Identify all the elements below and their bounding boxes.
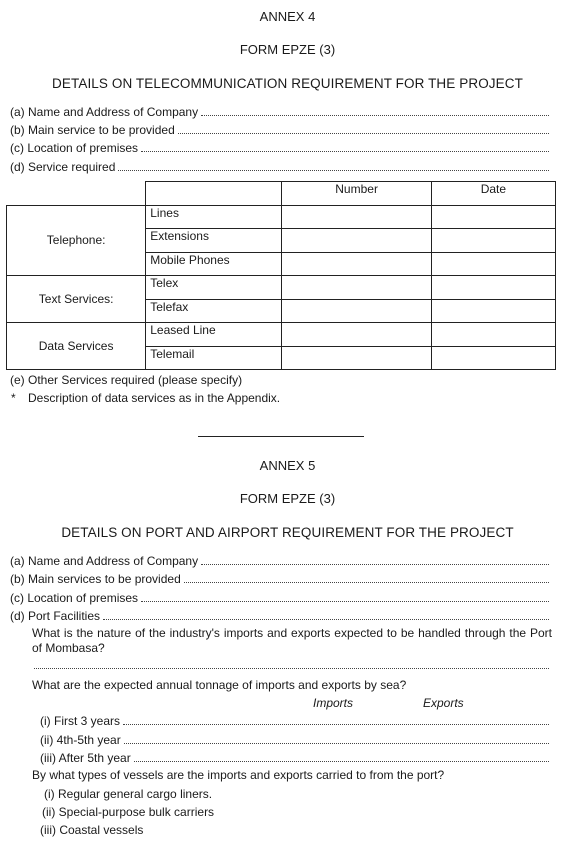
group-data-services: Data Services (7, 323, 146, 370)
column-header-number: Number (282, 182, 431, 206)
row-label-leased-line: Leased Line (146, 323, 282, 347)
field-label: (b) Main service to be provided (10, 123, 175, 137)
cell-number[interactable] (282, 346, 431, 370)
annex5-field-main-services[interactable] (10, 571, 549, 586)
cell-date[interactable] (431, 205, 555, 229)
row-label-mobile-phones: Mobile Phones (146, 252, 282, 276)
annex4-heading: ANNEX 4 (259, 9, 316, 24)
table-row (7, 323, 556, 347)
annex4-field-main-service[interactable] (10, 122, 549, 137)
question-vessel-types: By what types of vessels are the imports and exports carried to from the port? (32, 768, 445, 782)
fill-in-line[interactable] (184, 582, 549, 583)
table-header-blank (146, 182, 282, 206)
group-text-services: Text Services: (7, 276, 146, 323)
row-label-telex: Telex (146, 276, 282, 300)
tonnage-after-5th-year[interactable] (40, 750, 549, 765)
period-label: (ii) 4th-5th year (40, 733, 121, 747)
question-imports-exports-nature: What is the nature of the industry's imports and exports expected to be handled through the Port of Mombasa? (32, 626, 552, 655)
cell-number[interactable] (282, 205, 431, 229)
question-annual-tonnage: What are the expected annual tonnage of imports and exports by sea? (32, 678, 407, 692)
cell-number[interactable] (282, 229, 431, 253)
fill-in-line[interactable] (103, 619, 549, 620)
table-row (7, 276, 556, 300)
period-label: (i) First 3 years (40, 714, 121, 728)
annex4-field-location[interactable] (10, 140, 549, 155)
field-label: (c) Location of premises (10, 141, 139, 155)
row-label-telemail: Telemail (146, 346, 282, 370)
table-corner (7, 182, 146, 206)
field-label: (d) Port Facilities (10, 609, 101, 623)
annex5-heading: ANNEX 5 (259, 458, 316, 473)
annex4-field-service-required[interactable] (10, 159, 549, 174)
table-header-row (7, 182, 556, 206)
vessel-option-cargo-liners: (i) Regular general cargo liners. (44, 787, 213, 801)
cell-number[interactable] (282, 299, 431, 323)
row-label-lines: Lines (146, 205, 282, 229)
fill-in-line[interactable] (141, 601, 549, 602)
answer-line[interactable] (34, 668, 549, 669)
fill-in-line[interactable] (201, 115, 549, 116)
row-label-extensions: Extensions (146, 229, 282, 253)
fill-in-line[interactable] (134, 761, 549, 762)
section-divider (198, 436, 364, 437)
column-label-exports: Exports (423, 696, 464, 710)
field-label: (d) Service required (10, 160, 116, 174)
field-label: (a) Name and Address of Company (10, 554, 199, 568)
column-label-imports: Imports (313, 696, 354, 710)
annex5-field-company[interactable] (10, 553, 549, 568)
cell-number[interactable] (282, 323, 431, 347)
annex4-other-services: (e) Other Services required (please specify) (10, 373, 243, 387)
fill-in-line[interactable] (201, 564, 549, 565)
cell-date[interactable] (431, 299, 555, 323)
telecom-requirements-table (6, 181, 556, 370)
tonnage-4th-5th-year[interactable] (40, 732, 549, 747)
row-label-telefax: Telefax (146, 299, 282, 323)
group-telephone: Telephone: (7, 205, 146, 276)
cell-date[interactable] (431, 252, 555, 276)
fill-in-line[interactable] (141, 151, 549, 152)
cell-date[interactable] (431, 346, 555, 370)
table-row (7, 205, 556, 229)
annex4-form-code: FORM EPZE (3) (239, 42, 336, 57)
footnote-text: Description of data services as in the Appendix. (28, 391, 281, 405)
field-label: (c) Location of premises (10, 591, 139, 605)
footnote-asterisk: * (11, 391, 16, 405)
cell-number[interactable] (282, 276, 431, 300)
cell-number[interactable] (282, 252, 431, 276)
annex4-title: DETAILS ON TELECOMMUNICATION REQUIREMENT FOR THE PROJECT (52, 76, 523, 91)
field-label: (b) Main services to be provided (10, 572, 181, 586)
annex4-field-company[interactable] (10, 104, 549, 119)
period-label: (iii) After 5th year (40, 751, 131, 765)
annex5-field-location[interactable] (10, 590, 549, 605)
cell-date[interactable] (431, 323, 555, 347)
column-header-date: Date (431, 182, 555, 206)
fill-in-line[interactable] (178, 133, 549, 134)
annex5-form-code: FORM EPZE (3) (239, 491, 336, 506)
fill-in-line[interactable] (123, 724, 549, 725)
cell-date[interactable] (431, 229, 555, 253)
cell-date[interactable] (431, 276, 555, 300)
fill-in-line[interactable] (118, 170, 549, 171)
field-label: (a) Name and Address of Company (10, 105, 199, 119)
annex5-field-port-facilities[interactable] (10, 608, 549, 623)
tonnage-first-3-years[interactable] (40, 713, 549, 728)
vessel-option-bulk-carriers: (ii) Special-purpose bulk carriers (42, 805, 215, 819)
annex5-title: DETAILS ON PORT AND AIRPORT REQUIREMENT FOR THE PROJECT (61, 525, 514, 540)
fill-in-line[interactable] (124, 743, 549, 744)
vessel-option-coastal: (iii) Coastal vessels (40, 823, 144, 837)
